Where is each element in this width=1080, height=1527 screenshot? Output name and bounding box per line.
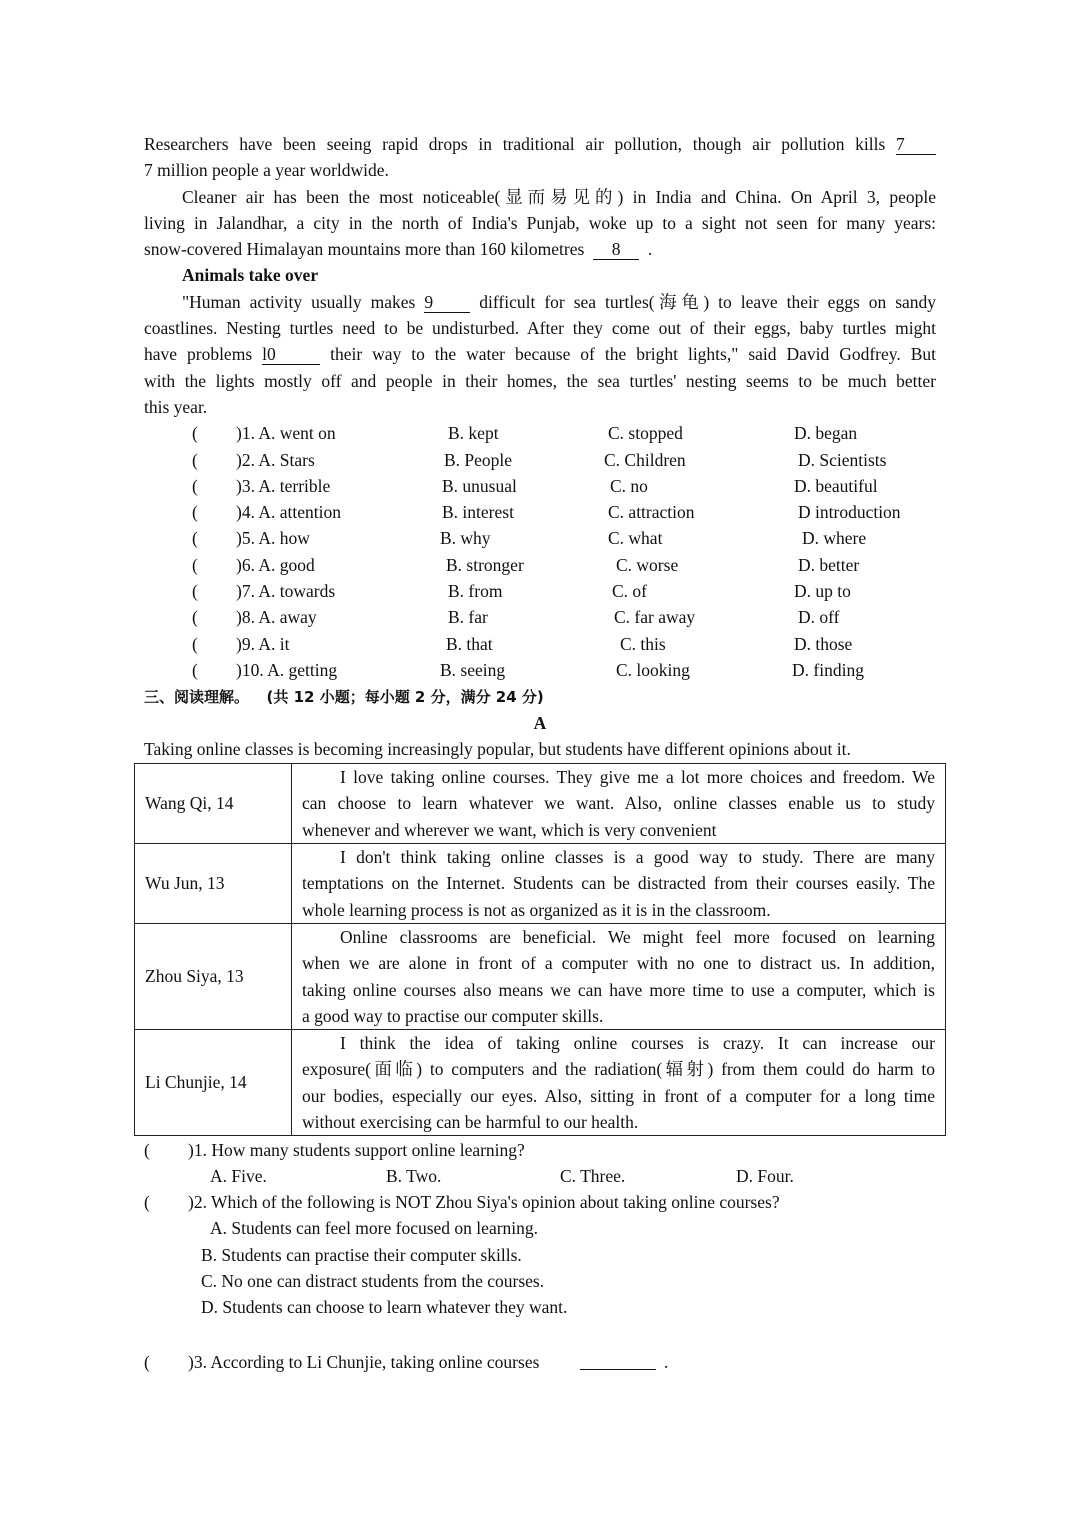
- opinion-line: I think the idea of taking online courses is crazy. It can increase our: [340, 1033, 935, 1054]
- section-note: (共 12 小题；每小题 2 分，满分 24 分): [266, 688, 544, 707]
- passage-text: difficult for sea turtles(海龟) to leave their eggs on sandy: [479, 291, 937, 312]
- option-b: B. unusual: [442, 475, 517, 496]
- option-a: )6. A. good: [236, 554, 315, 575]
- opinion-line: whole learning process is not as organized as it is in the classroom.: [302, 899, 771, 920]
- option-c: C. looking: [616, 659, 690, 680]
- option-c: C. no: [610, 475, 648, 496]
- opinion-line: temptations on the Internet. Students can be distracted from their courses easily. The: [302, 873, 935, 894]
- option-row: [144, 420, 936, 446]
- opinion-line: without exercising can be harmful to our health.: [302, 1112, 639, 1133]
- option-b: B. interest: [442, 502, 514, 523]
- passage-line: Cleaner air has been the most noticeable(显而易见的) in India and China. On April 3, people: [182, 186, 936, 207]
- choice-a: A. Students can feel more focused on learning.: [210, 1218, 539, 1238]
- option-c: C. far away: [614, 607, 696, 628]
- question-stem: )3. According to Li Chunjie, taking online courses: [188, 1352, 540, 1372]
- option-c: C. attraction: [608, 502, 695, 523]
- question-end: .: [664, 1352, 669, 1372]
- option-row: [144, 473, 936, 499]
- table-row: [135, 924, 946, 1030]
- opinion-line: can choose to learn whatever we want. Also, online classes enable us to study: [302, 793, 935, 814]
- option-row: [144, 525, 936, 551]
- passage-line: with the lights mostly off and people in their homes, the sea turtles' nesting seems to be much better: [144, 370, 936, 391]
- opinion-line: taking online courses also means we can have more time to use a computer, which is: [302, 979, 935, 1000]
- reading-intro: Taking online classes is becoming increasingly popular, but students have different opinions about it.: [144, 738, 851, 759]
- answer-paren[interactable]: (: [144, 1192, 150, 1212]
- answer-paren[interactable]: (: [192, 659, 198, 680]
- cloze-passage: [144, 131, 936, 762]
- option-d: D. better: [798, 554, 860, 575]
- option-b: B. seeing: [440, 659, 506, 680]
- option-a: )8. A. away: [236, 607, 317, 628]
- question-stem: )2. Which of the following is NOT Zhou Siya's opinion about taking online courses?: [188, 1192, 780, 1212]
- option-c: C. stopped: [608, 423, 683, 444]
- answer-paren[interactable]: (: [192, 607, 198, 628]
- option-a: )5. A. how: [236, 528, 310, 549]
- option-d: D. off: [798, 607, 840, 628]
- option-c: C. Children: [604, 449, 686, 470]
- choice-b: B. Two.: [386, 1166, 442, 1186]
- option-row: [144, 578, 936, 604]
- opinion-text: [292, 844, 946, 924]
- option-a: )3. A. terrible: [236, 475, 331, 496]
- student-name: Wang Qi, 14: [135, 764, 292, 844]
- option-a: )1. A. went on: [236, 423, 336, 444]
- answer-paren[interactable]: (: [192, 423, 198, 444]
- answer-paren[interactable]: (: [144, 1140, 150, 1160]
- answer-paren[interactable]: (: [192, 502, 198, 523]
- answer-blank[interactable]: [580, 1349, 656, 1370]
- opinion-line: when we are alone in front of a computer with no one to distract us. In addition,: [302, 953, 935, 974]
- choice-d: D. Four.: [736, 1166, 794, 1186]
- option-c: C. this: [620, 633, 666, 654]
- table-row: [135, 844, 946, 924]
- option-b: B. that: [446, 633, 493, 654]
- passage-line: [144, 131, 936, 157]
- option-b: B. stronger: [446, 554, 524, 575]
- section-title: [144, 683, 936, 709]
- passage-line: [144, 236, 936, 262]
- opinions-table: [134, 763, 946, 1136]
- option-a: )4. A. attention: [236, 502, 341, 523]
- option-d: D. where: [802, 528, 867, 549]
- passage-text: their way to the water because of the bright lights," said David Godfrey. But: [330, 344, 937, 365]
- option-d: D. beautiful: [794, 475, 878, 496]
- choice-c: C. No one can distract students from the courses.: [201, 1271, 545, 1291]
- blank-10: l0: [262, 344, 320, 365]
- option-c: C. of: [612, 581, 647, 602]
- answer-paren[interactable]: (: [192, 581, 198, 602]
- option-d: D. began: [794, 423, 858, 444]
- option-a: )7. A. towards: [236, 581, 336, 602]
- section-heading: Animals take over: [182, 265, 319, 286]
- option-b: B. from: [448, 581, 503, 602]
- passage-letter: A: [533, 712, 547, 733]
- passage-line: this year.: [144, 396, 208, 417]
- blank-7: 7: [896, 134, 936, 155]
- option-c: C. worse: [616, 554, 679, 575]
- answer-paren[interactable]: (: [144, 1352, 150, 1372]
- option-d: D. up to: [794, 581, 851, 602]
- opinion-line: a good way to practise our computer skills.: [302, 1005, 604, 1026]
- opinion-line: I don't think taking online classes is a good way to study. There are many: [340, 847, 935, 868]
- student-name: Wu Jun, 13: [135, 844, 292, 924]
- option-b: B. People: [444, 449, 513, 470]
- section-title-text: 三、阅读理解。: [144, 688, 250, 707]
- choice-a: A. Five.: [210, 1166, 267, 1186]
- student-name: Li Chunjie, 14: [135, 1030, 292, 1136]
- choice-b: B. Students can practise their computer skills.: [201, 1245, 522, 1265]
- opinion-line: I love taking online courses. They give me a lot more choices and freedom. We: [340, 767, 935, 788]
- table-row: [135, 1030, 946, 1136]
- passage-line: living in Jalandhar, a city in the north of India's Punjab, woke up to a sight not seen for many years:: [144, 212, 936, 233]
- choice-d: D. Students can choose to learn whatever they want.: [201, 1297, 568, 1317]
- option-a: )9. A. it: [236, 633, 290, 654]
- opinion-line: our bodies, especially our eyes. Also, sitting in front of a computer for a long time: [302, 1085, 935, 1106]
- option-row: [144, 657, 936, 683]
- option-d: D. those: [794, 633, 853, 654]
- choice-c: C. Three.: [560, 1166, 626, 1186]
- table-row: [135, 764, 946, 844]
- question-stem: )1. How many students support online learning?: [188, 1140, 525, 1160]
- passage-line: [144, 289, 936, 315]
- answer-paren[interactable]: (: [192, 528, 198, 549]
- option-b: B. kept: [448, 423, 499, 444]
- option-a: )10. A. getting: [236, 659, 338, 680]
- passage-line: coastlines. Nesting turtles need to be undisturbed. After they come out of their eggs, baby turtles might: [144, 318, 936, 339]
- passage-text: "Human activity usually makes: [182, 291, 416, 312]
- blank-9: 9: [424, 292, 470, 313]
- opinion-text: [292, 764, 946, 844]
- answer-paren[interactable]: (: [192, 475, 198, 496]
- option-row: [144, 604, 936, 630]
- option-row: [144, 447, 936, 473]
- passage-text: snow-covered Himalayan mountains more than 160 kilometres: [144, 239, 585, 260]
- option-row: [144, 552, 936, 578]
- passage-line: [144, 341, 936, 367]
- option-row: [144, 499, 936, 525]
- opinion-text: [292, 1030, 946, 1136]
- option-d: D. Scientists: [798, 449, 887, 470]
- option-b: B. far: [448, 607, 488, 628]
- option-d: D introduction: [798, 502, 901, 523]
- option-b: B. why: [440, 528, 491, 549]
- option-row: [144, 631, 936, 657]
- passage-text: .: [647, 239, 653, 260]
- passage-text: have problems: [144, 344, 253, 365]
- passage-text: Researchers have been seeing rapid drops in traditional air pollution, though air pollution kills: [144, 134, 886, 154]
- option-d: D. finding: [792, 659, 864, 680]
- blank-8: 8: [593, 239, 639, 260]
- answer-paren[interactable]: (: [192, 633, 198, 654]
- opinion-line: exposure(面临) to computers and the radiation(辐射) from them could do harm to: [302, 1059, 935, 1080]
- student-name: Zhou Siya, 13: [135, 924, 292, 1030]
- option-c: C. what: [608, 528, 663, 549]
- opinion-line: Online classrooms are beneficial. We might feel more focused on learning: [340, 927, 935, 947]
- answer-paren[interactable]: (: [192, 449, 198, 470]
- opinion-line: whenever and wherever we want, which is very convenient: [302, 819, 717, 840]
- option-a: )2. A. Stars: [236, 449, 315, 470]
- answer-paren[interactable]: (: [192, 554, 198, 575]
- passage-line: 7 million people a year worldwide.: [144, 160, 389, 181]
- opinion-text: [292, 924, 946, 1030]
